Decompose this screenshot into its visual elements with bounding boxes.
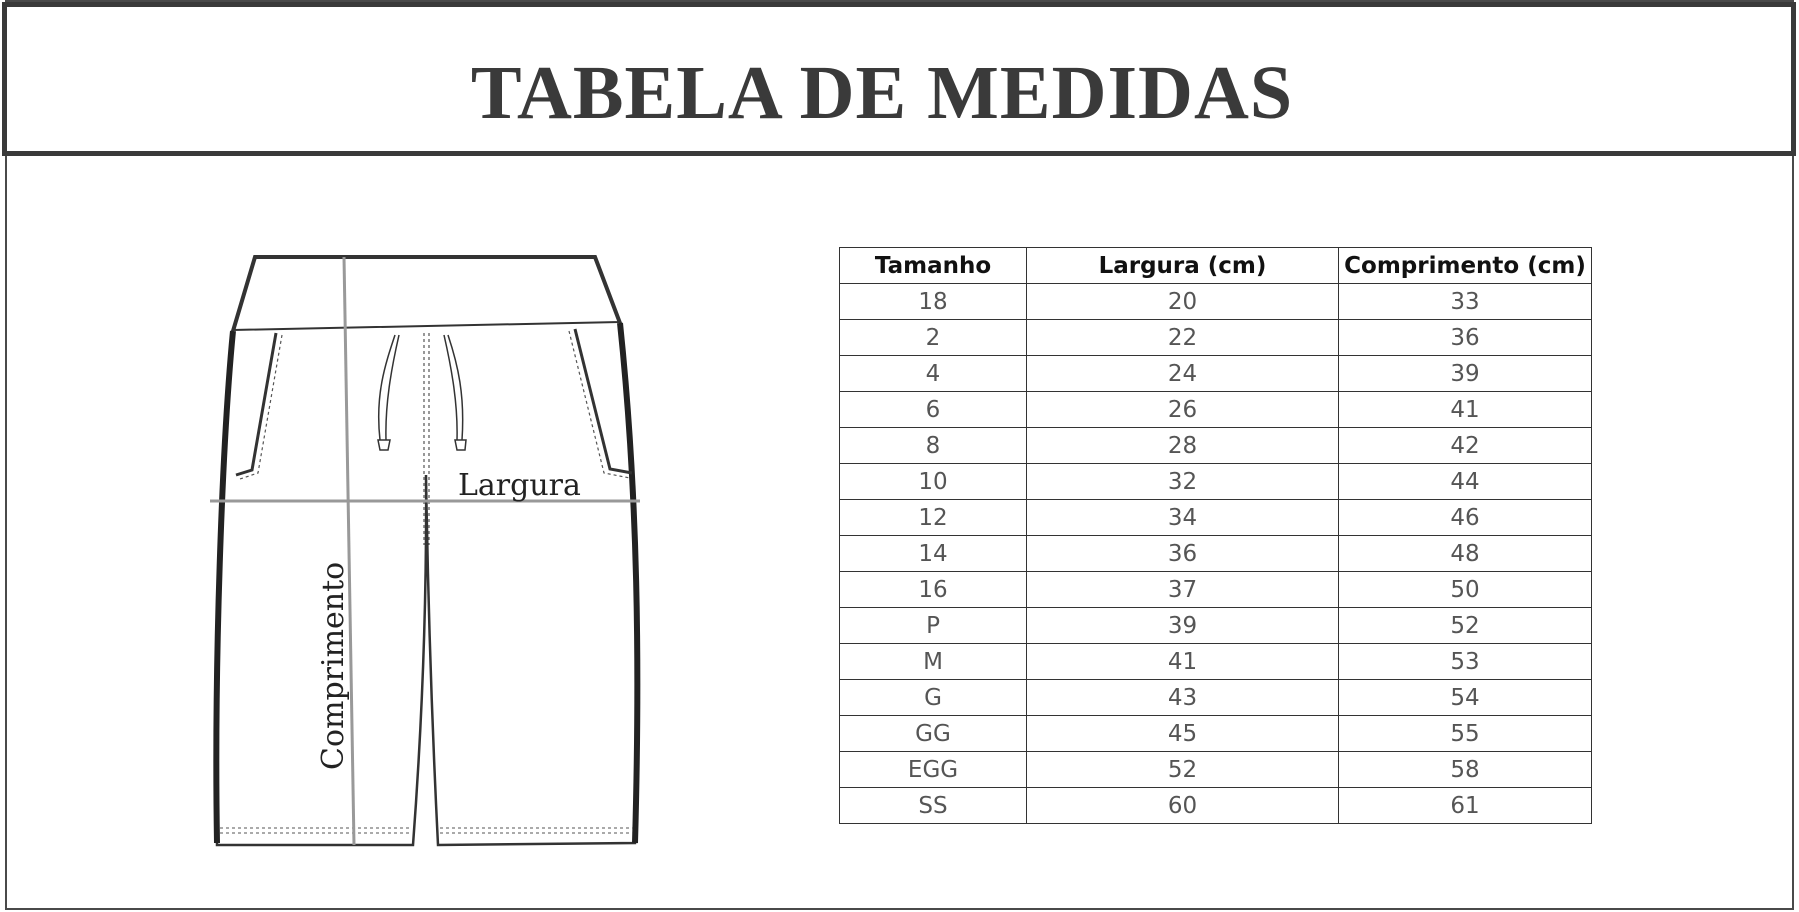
cell-size: 8: [840, 428, 1027, 464]
cell-length: 52: [1339, 608, 1592, 644]
cell-size: EGG: [840, 752, 1027, 788]
cell-size: 16: [840, 572, 1027, 608]
shorts-outline: [216, 323, 637, 845]
cell-width: 28: [1027, 428, 1339, 464]
cell-length: 46: [1339, 500, 1592, 536]
table-row: [840, 356, 1592, 392]
page-title: TABELA DE MEDIDAS: [470, 51, 1294, 135]
header-width: Largura (cm): [1027, 248, 1339, 284]
table-row: [840, 644, 1592, 680]
cell-size: 2: [840, 320, 1027, 356]
table-row: [840, 608, 1592, 644]
cell-length: 54: [1339, 680, 1592, 716]
cell-length: 50: [1339, 572, 1592, 608]
table-row: [840, 500, 1592, 536]
cell-length: 39: [1339, 356, 1592, 392]
cell-length: 61: [1339, 788, 1592, 824]
table-row: [840, 284, 1592, 320]
cell-width: 34: [1027, 500, 1339, 536]
cell-width: 26: [1027, 392, 1339, 428]
cell-size: 4: [840, 356, 1027, 392]
title-banner: [2, 2, 1796, 156]
cell-length: 53: [1339, 644, 1592, 680]
table-header-row: [840, 248, 1592, 284]
cell-length: 41: [1339, 392, 1592, 428]
table-row: [840, 752, 1592, 788]
cell-size: 12: [840, 500, 1027, 536]
cell-width: 45: [1027, 716, 1339, 752]
cell-width: 52: [1027, 752, 1339, 788]
cell-width: 41: [1027, 644, 1339, 680]
cell-width: 22: [1027, 320, 1339, 356]
table-row: [840, 428, 1592, 464]
cell-size: 14: [840, 536, 1027, 572]
header-length: Comprimento (cm): [1339, 248, 1592, 284]
table-row: [840, 788, 1592, 824]
table-row: [840, 320, 1592, 356]
cell-size: M: [840, 644, 1027, 680]
cell-width: 36: [1027, 536, 1339, 572]
cell-size: 18: [840, 284, 1027, 320]
cell-width: 24: [1027, 356, 1339, 392]
cell-width: 32: [1027, 464, 1339, 500]
cell-size: P: [840, 608, 1027, 644]
shorts-diagram: [200, 245, 660, 860]
cell-width: 60: [1027, 788, 1339, 824]
cell-size: SS: [840, 788, 1027, 824]
cell-length: 33: [1339, 284, 1592, 320]
cell-length: 42: [1339, 428, 1592, 464]
cell-size: G: [840, 680, 1027, 716]
cell-width: 37: [1027, 572, 1339, 608]
cell-length: 48: [1339, 536, 1592, 572]
cell-width: 43: [1027, 680, 1339, 716]
cell-width: 39: [1027, 608, 1339, 644]
cell-length: 36: [1339, 320, 1592, 356]
cell-length: 55: [1339, 716, 1592, 752]
table-row: [840, 680, 1592, 716]
cell-size: GG: [840, 716, 1027, 752]
cell-width: 20: [1027, 284, 1339, 320]
cell-size: 6: [840, 392, 1027, 428]
table-row: [840, 572, 1592, 608]
table-row: [840, 716, 1592, 752]
table-row: [840, 392, 1592, 428]
header-size: Tamanho: [840, 248, 1027, 284]
table-row: [840, 536, 1592, 572]
size-table: [839, 247, 1592, 824]
cell-size: 10: [840, 464, 1027, 500]
cell-length: 44: [1339, 464, 1592, 500]
waistband: [233, 257, 620, 331]
length-label: Comprimento: [316, 561, 351, 770]
width-label: Largura: [458, 468, 581, 503]
table-row: [840, 464, 1592, 500]
cell-length: 58: [1339, 752, 1592, 788]
